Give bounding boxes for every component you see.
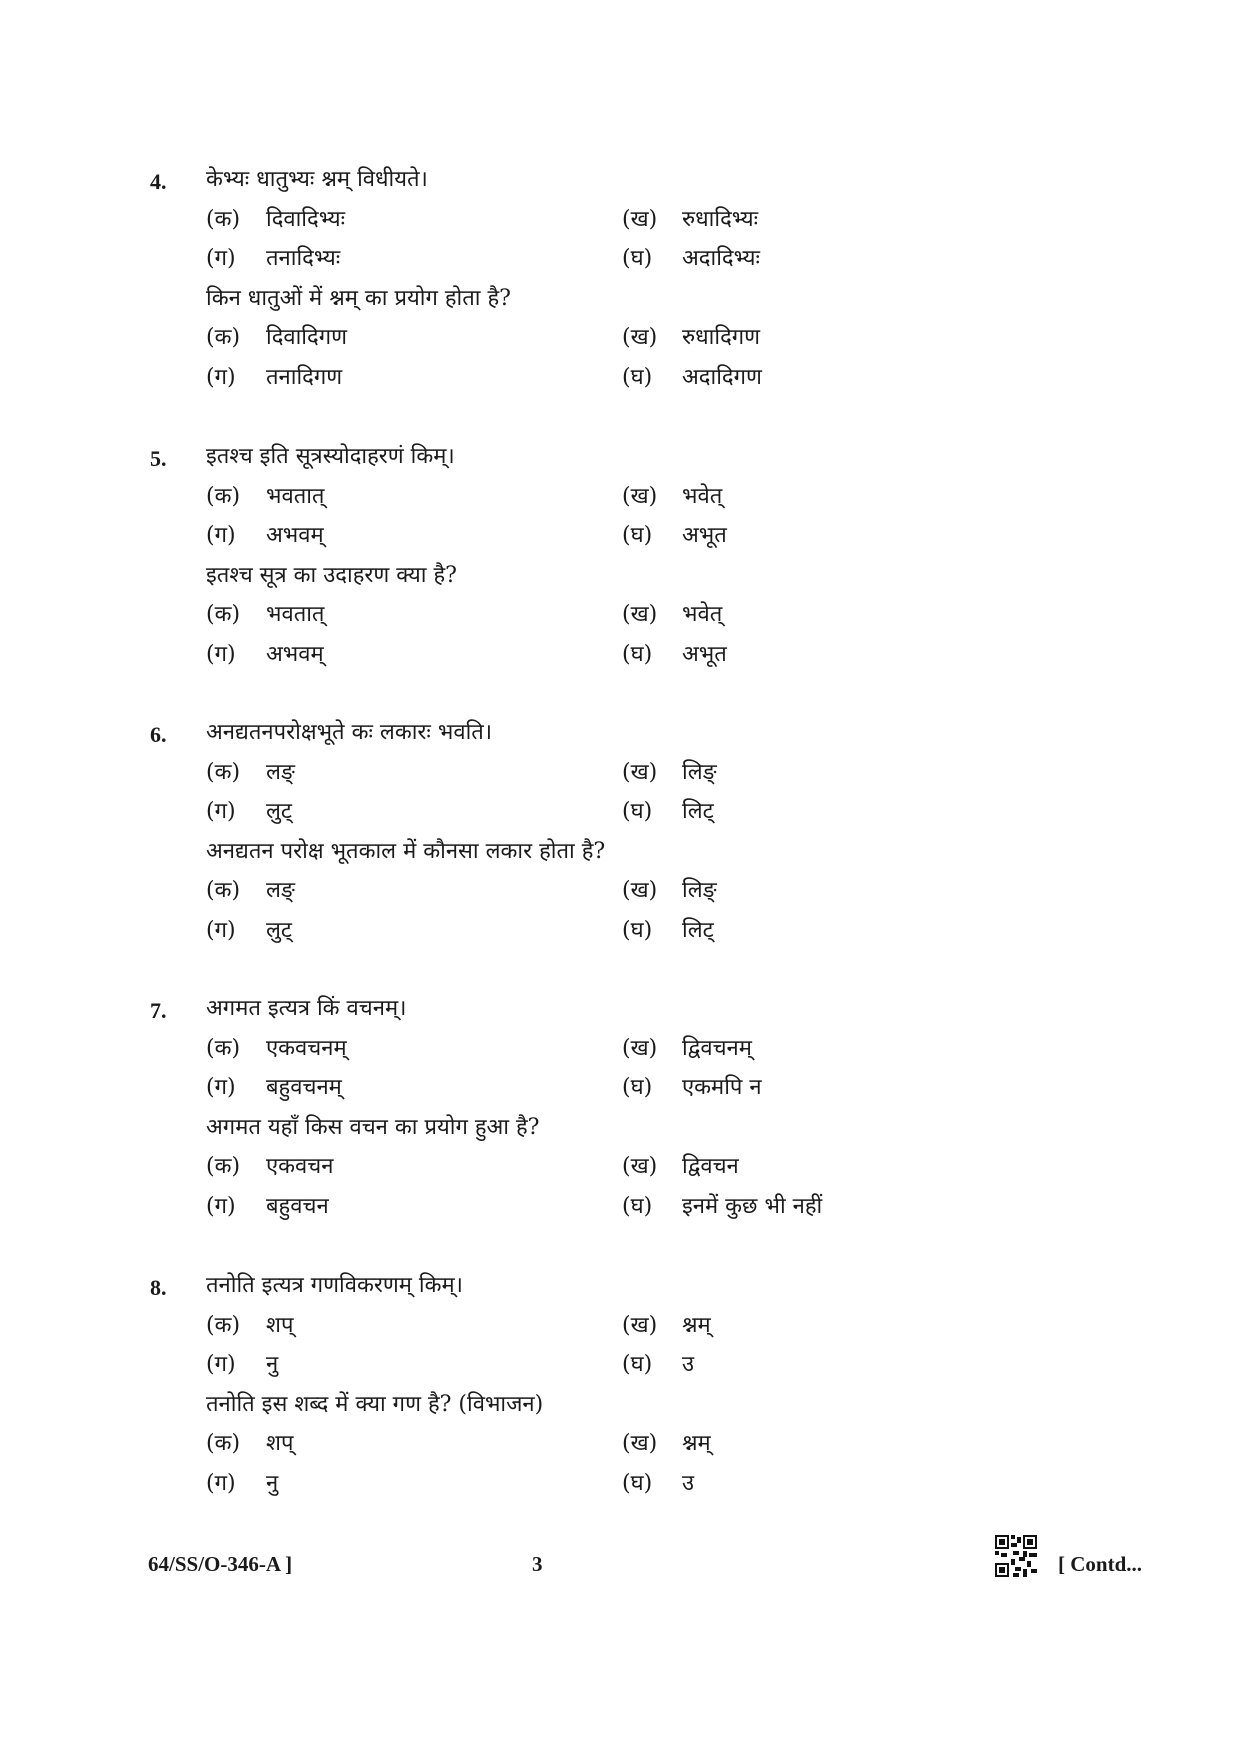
option-label: (ख) [622,483,658,509]
option-sanskrit [206,239,340,279]
option-text: दिवादिगण [266,325,347,350]
continued-label: [ Contd... [1058,1552,1143,1576]
option-text: लङ् [266,759,295,785]
question-number: 8. [150,1275,167,1300]
option-text: श्नम् [682,1312,711,1338]
option-text: लिङ् [682,759,717,785]
option-hindi [622,635,727,675]
option-label: (ख) [622,325,658,350]
question-text-hindi: किन धातुओं में श्नम् का प्रयोग होता है? [206,285,511,311]
option-label: (क) [206,1154,241,1179]
option-text: रुधादिगण [682,325,761,350]
option-sanskrit [622,239,760,279]
option-text: अदादिभ्यः [682,246,760,271]
option-hindi [206,1424,293,1464]
option-sanskrit [206,1345,278,1385]
option-sanskrit [622,1345,694,1385]
question-text-sanskrit: अनद्यतनपरोक्षभूते कः लकारः भवति। [206,720,493,745]
option-hindi [622,358,762,398]
option-text: बहुवचन [266,1193,329,1219]
question-text-hindi: अगमत यहाँ किस वचन का प्रयोग हुआ है? [206,1114,540,1140]
option-label: (घ) [622,1352,653,1377]
option-text: तनादिगण [266,364,343,390]
question-number: 6. [150,722,167,747]
option-text: लुट् [266,917,293,943]
option-hindi [206,318,347,358]
option-label: (ख) [622,1154,658,1179]
option-label: (घ) [622,1470,653,1496]
option-label: (ग) [206,1193,236,1219]
option-label: (क) [206,483,241,509]
option-label: (घ) [622,523,653,548]
option-label: (घ) [622,641,653,667]
option-label: (ग) [206,364,236,390]
option-hindi [206,635,324,675]
option-label: (घ) [622,917,653,943]
option-text: उ [682,1352,695,1377]
option-sanskrit [206,516,324,556]
option-label: (ख) [622,602,658,627]
option-text: अभूत [682,641,727,667]
option-sanskrit [622,516,727,556]
option-text: लुट् [266,799,293,824]
question-text-sanskrit: तनोति इत्यत्र गणविकरणम् किम्। [206,1273,464,1298]
question-text-sanskrit: केभ्यः धातुभ्यः श्नम् विधीयते। [206,167,428,192]
option-label: (क) [206,1312,241,1338]
option-label: (घ) [622,1075,653,1100]
question-text-hindi: इतश्च सूत्र का उदाहरण क्या है? [206,562,457,588]
option-text: उ [682,1470,695,1496]
option-hindi [206,595,324,635]
option-hindi [622,911,714,951]
option-sanskrit [206,792,292,832]
option-hindi [622,595,722,635]
option-sanskrit [622,753,717,793]
option-sanskrit [622,477,722,517]
option-text: भवेत् [682,483,723,509]
option-text: अदादिगण [682,364,762,390]
option-sanskrit [206,200,345,240]
option-label: (घ) [622,364,653,390]
option-label: (ग) [206,1352,236,1377]
option-text: भवतात् [266,483,325,509]
option-text: लिट् [682,917,714,943]
option-label: (ग) [206,1075,236,1100]
option-hindi [622,1147,739,1187]
option-label: (ग) [206,523,236,548]
option-label: (क) [206,1035,241,1061]
option-hindi [622,1464,694,1504]
option-text: रुधादिभ्यः [682,206,759,232]
option-hindi [206,358,342,398]
question-text-hindi: तनोति इस शब्द में क्या गण है? (विभाजन) [206,1391,544,1417]
option-sanskrit [206,753,295,793]
option-label: (क) [206,878,241,903]
option-text: शप् [266,1312,294,1338]
option-text: बहुवचनम् [266,1075,342,1100]
option-sanskrit [206,477,324,517]
option-text: नु [266,1352,279,1377]
option-hindi [206,1187,329,1227]
option-label: (क) [206,206,241,232]
option-label: (क) [206,1431,241,1456]
option-text: अभवम् [266,523,324,548]
option-label: (ख) [622,1035,658,1061]
option-label: (घ) [622,799,653,824]
page-number: 3 [532,1552,543,1576]
question-text-sanskrit: इतश्च इति सूत्रस्योदाहरणं किम्। [206,444,455,469]
option-label: (घ) [622,1193,653,1219]
option-sanskrit [622,1306,711,1346]
option-text: शप् [266,1431,294,1456]
option-label: (ख) [622,1312,658,1338]
option-label: (ग) [206,1470,236,1496]
option-text: द्विवचन [682,1154,739,1179]
option-label: (ख) [622,759,658,785]
option-label: (क) [206,602,241,627]
option-sanskrit [206,1306,293,1346]
option-hindi [622,871,717,911]
option-label: (ग) [206,641,236,667]
option-hindi [622,1187,822,1227]
option-label: (ख) [622,206,658,232]
option-label: (ग) [206,246,236,271]
option-sanskrit [206,1068,342,1108]
option-text: लिङ् [682,878,717,903]
option-text: अभवम् [266,641,324,667]
option-text: श्नम् [682,1431,711,1456]
option-text: लङ् [266,878,295,903]
option-sanskrit [206,1029,347,1069]
option-label: (क) [206,325,241,350]
question-text-sanskrit: अगमत इत्यत्र किं वचनम्। [206,996,407,1021]
option-label: (ख) [622,878,658,903]
question-text-hindi: अनद्यतन परोक्ष भूतकाल में कौनसा लकार होता है? [206,838,606,864]
option-label: (ख) [622,1431,658,1456]
option-text: भवतात् [266,602,325,627]
option-text: तनादिभ्यः [266,246,341,271]
option-hindi [206,871,295,911]
option-label: (ग) [206,799,236,824]
option-sanskrit [622,1029,752,1069]
option-hindi [206,1464,278,1504]
paper-code: 64/SS/O-346-A ] [148,1552,293,1576]
option-text: अभूत [682,523,727,548]
option-text: एकवचनम् [266,1035,347,1061]
option-text: नु [266,1470,279,1496]
option-sanskrit [622,200,758,240]
option-text: दिवादिभ्यः [266,206,346,232]
option-label: (घ) [622,246,653,271]
question-number: 7. [150,998,167,1023]
option-text: इनमें कुछ भी नहीं [682,1193,823,1219]
option-text: भवेत् [682,602,723,627]
option-sanskrit [622,1068,762,1108]
question-number: 5. [150,446,167,471]
question-number: 4. [150,169,167,194]
qr-code-icon [995,1535,1037,1577]
option-hindi [622,318,760,358]
option-text: एकवचन [266,1154,334,1179]
option-sanskrit [622,792,714,832]
option-hindi [622,1424,711,1464]
option-label: (ग) [206,917,236,943]
option-text: लिट् [682,799,714,824]
option-hindi [206,911,292,951]
option-hindi [206,1147,333,1187]
option-text: एकमपि न [682,1075,762,1100]
option-label: (क) [206,759,241,785]
option-text: द्विवचनम् [682,1035,752,1061]
